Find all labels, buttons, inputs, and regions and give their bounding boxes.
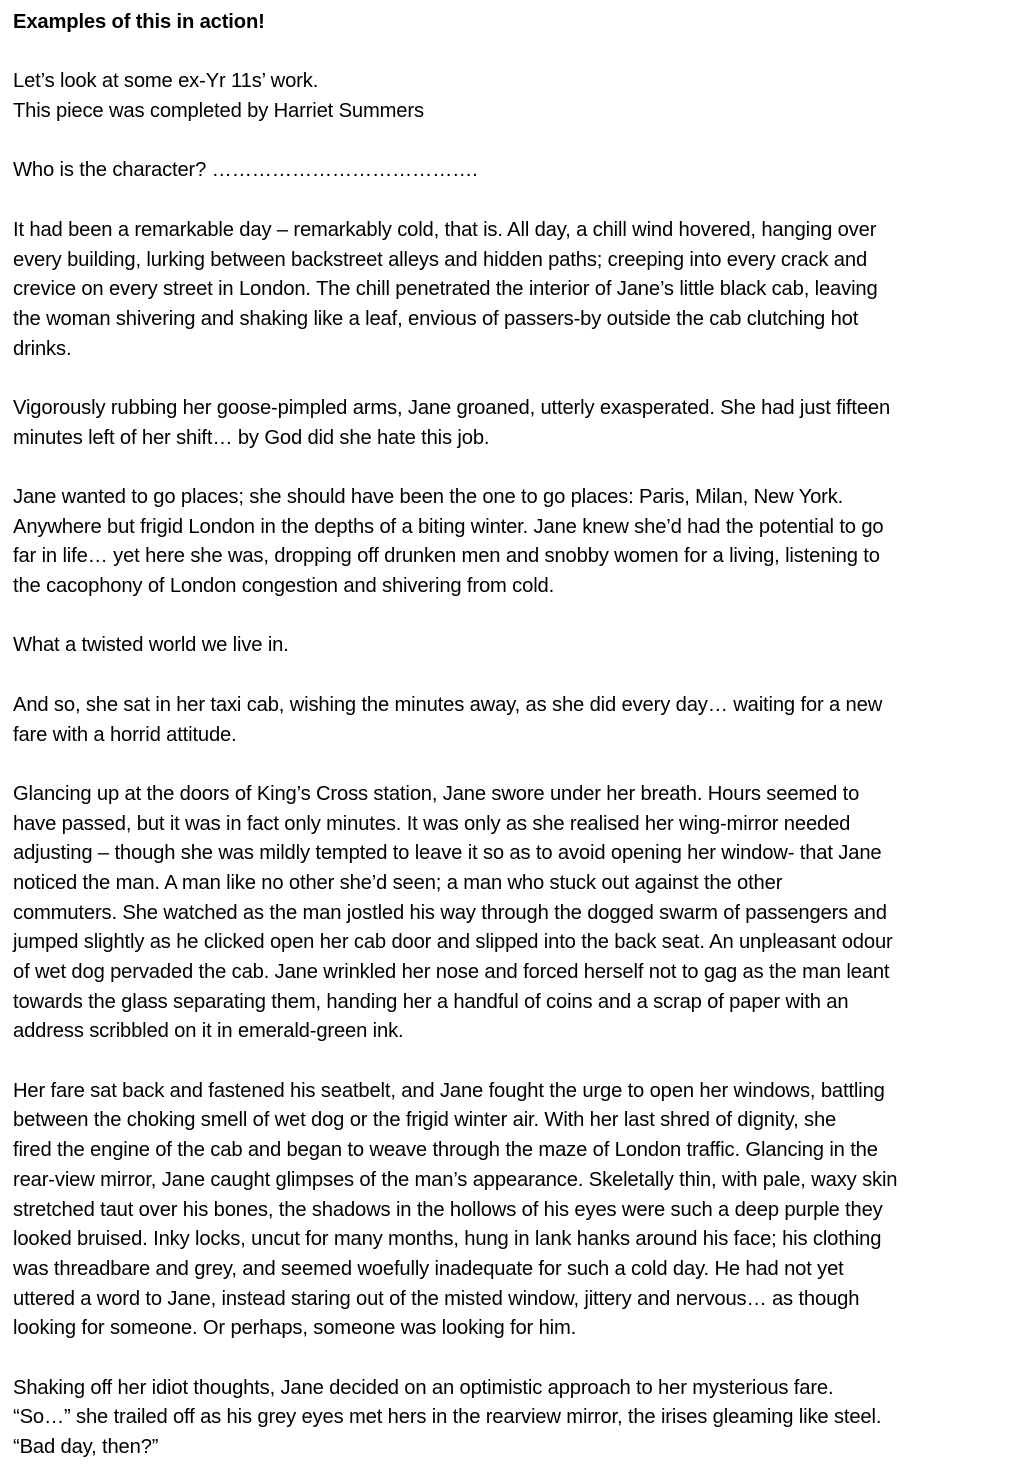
spacer (13, 38, 1013, 68)
text-line: commuters. She watched as the man jostled his way through the dogged swarm of passengers and (13, 901, 887, 924)
paragraph-1 (13, 216, 1013, 364)
paragraph-3 (13, 483, 1013, 602)
character-question: Who is the character? …………………………………. (13, 159, 478, 182)
text-line: Jane wanted to go places; she should have been the one to go places: Paris, Milan, New York. (13, 486, 844, 508)
spacer (13, 661, 1013, 691)
text-line: crevice on every street in London. The chill penetrated the interior of Jane’s little black cab, leaving (13, 278, 878, 301)
text-line: What a twisted world we live in. (13, 634, 289, 657)
text-line: Glancing up at the doors of King’s Cross station, Jane swore under her breath. Hours seemed to (13, 782, 860, 805)
text-line: drinks. (13, 337, 72, 360)
text-line: fare with a horrid attitude. (13, 723, 237, 746)
paragraph-6 (13, 780, 1013, 1047)
text-line: It had been a remarkable day – remarkably cold, that is. All day, a chill wind hovered, hanging over (13, 218, 877, 241)
text-line: looking for someone. Or perhaps, someone was looking for him. (13, 1317, 577, 1340)
text-line: Shaking off her idiot thoughts, Jane decided on an optimistic approach to her mysterious fare. (13, 1376, 834, 1399)
text-line: fired the engine of the cab and began to weave through the maze of London traffic. Glancing in the (13, 1139, 878, 1162)
text-line: every building, lurking between backstreet alleys and hidden paths; creeping into every crack and (13, 248, 868, 271)
text-line: Vigorously rubbing her goose-pimpled arms, Jane groaned, utterly exasperated. She had just fifteen (13, 396, 891, 419)
intro-line: This piece was completed by Harriet Summers (13, 100, 424, 123)
spacer (13, 364, 1013, 394)
text-line: between the choking smell of wet dog or the frigid winter air. With her last shred of dignity, she (13, 1109, 837, 1132)
text-line: looked bruised. Inky locks, uncut for many months, hung in lank hanks around his face; his clothing (13, 1228, 882, 1251)
paragraph-7 (13, 1077, 1013, 1344)
spacer (13, 1047, 1013, 1077)
paragraph-8 (13, 1374, 1013, 1463)
text-line: far in life… yet here she was, dropping off drunken men and snobby women for a living, listening to (13, 545, 880, 568)
text-line: have passed, but it was in fact only minutes. It was only as she realised her wing-mirror needed (13, 812, 851, 835)
text-line: noticed the man. A man like no other she’d seen; a man who stuck out against the other (13, 871, 783, 894)
spacer (13, 1344, 1013, 1374)
text-line: was threadbare and grey, and seemed woefully inadequate for such a cold day. He had not yet (13, 1257, 844, 1280)
spacer (13, 127, 1013, 157)
paragraph-4 (13, 631, 1013, 661)
spacer (13, 453, 1013, 483)
document-heading: Examples of this in action! (13, 11, 265, 33)
spacer (13, 186, 1013, 216)
text-line: jumped slightly as he clicked open her cab door and slipped into the back seat. An unpleasant odour (13, 931, 893, 954)
document-page (13, 8, 1013, 1463)
spacer (13, 602, 1013, 632)
spacer (13, 750, 1013, 780)
text-line: minutes left of her shift… by God did she hate this job. (13, 426, 490, 449)
text-line: And so, she sat in her taxi cab, wishing the minutes away, as she did every day… waiting for a new (13, 693, 883, 716)
text-line: the cacophony of London congestion and shivering from cold. (13, 575, 555, 598)
text-line: Anywhere but frigid London in the depths of a biting winter. Jane knew she’d had the potential to go (13, 515, 884, 538)
text-line: “So…” she trailed off as his grey eyes met hers in the rearview mirror, the irises gleaming like steel. (13, 1406, 882, 1429)
intro-line: Let’s look at some ex-Yr 11s’ work. (13, 70, 319, 93)
text-line: the woman shivering and shaking like a leaf, envious of passers-by outside the cab clutching hot (13, 307, 859, 330)
text-line: stretched taut over his bones, the shadows in the hollows of his eyes were such a deep purple they (13, 1198, 883, 1221)
text-line: rear-view mirror, Jane caught glimpses of the man’s appearance. Skeletally thin, with pale, waxy skin (13, 1168, 898, 1191)
text-line: Her fare sat back and fastened his seatbelt, and Jane fought the urge to open her windows, battling (13, 1079, 885, 1102)
paragraph-5 (13, 691, 1013, 750)
text-line: towards the glass separating them, handing her a handful of coins and a scrap of paper with an (13, 990, 849, 1013)
paragraph-2 (13, 394, 1013, 453)
text-line: adjusting – though she was mildly tempted to leave it so as to avoid opening her window- that Jane (13, 842, 882, 865)
text-line: uttered a word to Jane, instead staring out of the misted window, jittery and nervous… as though (13, 1287, 860, 1310)
text-line: of wet dog pervaded the cab. Jane wrinkled her nose and forced herself not to gag as the man leant (13, 961, 890, 983)
text-line: address scribbled on it in emerald-green ink. (13, 1020, 404, 1043)
text-line: “Bad day, then?” (13, 1436, 159, 1458)
